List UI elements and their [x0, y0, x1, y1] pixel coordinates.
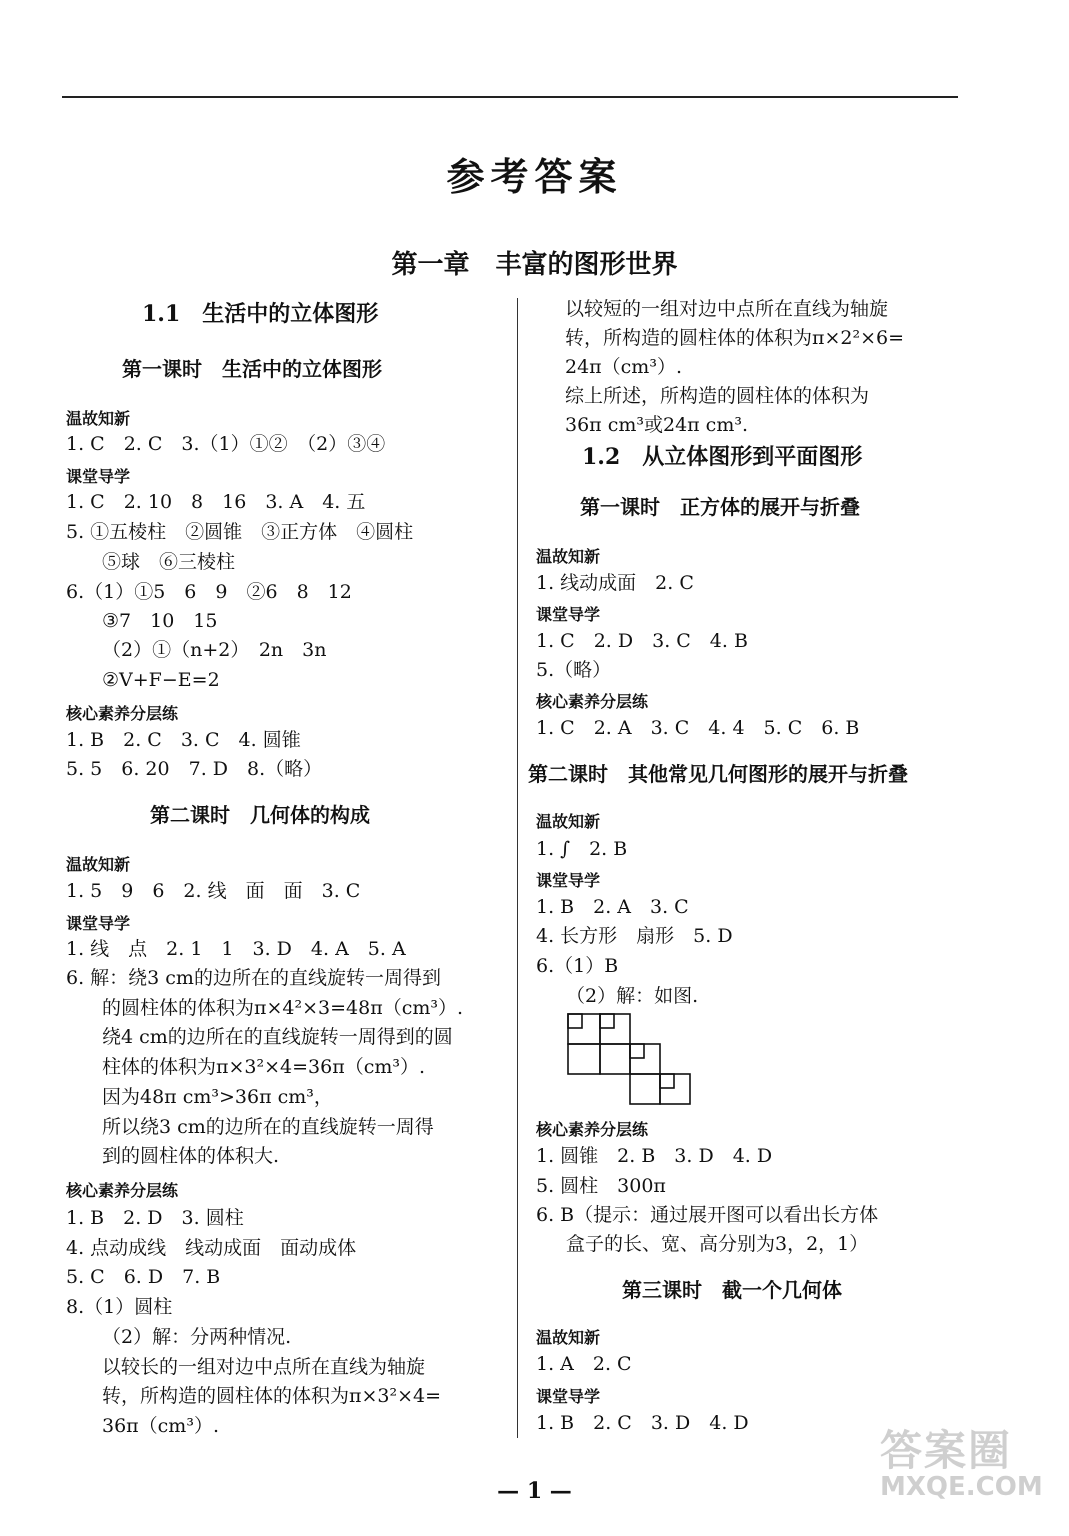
- right-line-answer: 盒子的长、宽、高分别为3，2，1）: [566, 1233, 869, 1255]
- right-line-label: 温故知新: [536, 812, 601, 831]
- left-line-answer: ③7 10 15: [102, 610, 218, 632]
- right-line-answer: 5.（略）: [536, 659, 612, 681]
- right-line-answer: 1. A 2. C: [536, 1353, 632, 1375]
- right-line-answer: 1. C 2. A 3. C 4. 4 5. C 6. B: [536, 717, 860, 739]
- right-line-label: 课堂导学: [536, 1387, 601, 1406]
- left-line-label: 温故知新: [66, 409, 131, 428]
- left-line-answer: 6. 解：绕3 cm的边所在的直线旋转一周得到: [66, 967, 441, 989]
- chapter-title: 第一章 丰富的图形世界: [391, 250, 678, 280]
- right-line-answer: （2）解：如图.: [566, 985, 699, 1007]
- right-line-heading: 第一课时 正方体的展开与折叠: [580, 495, 860, 519]
- right-line-answer: 36π cm³或24π cm³.: [565, 414, 748, 436]
- left-line-label: 课堂导学: [66, 914, 131, 933]
- right-line-answer: 6.（1）B: [536, 955, 619, 977]
- right-line-label: 课堂导学: [536, 871, 601, 890]
- left-line-answer: 的圆柱体的体积为π×4²×3=48π（cm³）.: [102, 997, 464, 1019]
- left-line-answer: ②V+F−E=2: [102, 669, 220, 691]
- left-line-answer: 因为48π cm³>36π cm³，: [102, 1086, 333, 1108]
- left-line-answer: 1. C 2. C 3.（1）①② （2）③④: [66, 433, 386, 455]
- right-line-answer: 1. ∫ 2. B: [536, 838, 628, 860]
- left-line-answer: 5. ①五棱柱 ②圆锥 ③正方体 ④圆柱: [66, 521, 414, 543]
- left-line-answer: 8.（1）圆柱: [66, 1296, 173, 1318]
- left-line-answer: 4. 点动成线 线动成面 面动成体: [66, 1237, 357, 1259]
- left-line-label: 课堂导学: [66, 467, 131, 486]
- right-line-answer: 6. B（提示：通过展开图可以看出长方体: [536, 1204, 879, 1226]
- left-line-answer: 36π（cm³）.: [102, 1415, 219, 1437]
- right-line-label: 课堂导学: [536, 605, 601, 624]
- right-line-answer: 转，所构造的圆柱体的体积为π×2²×6=: [565, 327, 905, 349]
- right-line-answer: 综上所述，所构造的圆柱体的体积为: [565, 385, 870, 407]
- left-line-answer: 1. 5 9 6 2. 线 面 面 3. C: [66, 880, 361, 902]
- left-line-answer: （2）解：分两种情况.: [102, 1326, 292, 1348]
- page-title: 参考答案: [446, 154, 623, 199]
- left-line-label: 核心素养分层练: [66, 704, 179, 723]
- left-line-answer: 1. B 2. D 3. 圆柱: [66, 1207, 244, 1229]
- right-line-answer: 24π（cm³）.: [565, 356, 682, 378]
- left-line-answer: 所以绕3 cm的边所在的直线旋转一周得: [102, 1116, 434, 1138]
- cube-net-figure: [566, 1012, 698, 1108]
- right-line-label: 温故知新: [536, 547, 601, 566]
- right-line-heading: 1.2 从立体图形到平面图形: [582, 444, 863, 470]
- right-line-answer: 1. B 2. C 3. D 4. D: [536, 1412, 749, 1434]
- page-number: — 1 —: [497, 1478, 572, 1504]
- left-line-answer: 柱体的体积为π×3²×4=36π（cm³）.: [102, 1056, 426, 1078]
- right-line-heading: 第二课时 其他常见几何图形的展开与折叠: [528, 762, 908, 786]
- right-line-label: 核心素养分层练: [536, 1120, 649, 1139]
- left-line-answer: ⑤球 ⑥三棱柱: [102, 551, 236, 573]
- right-line-heading: 第三课时 截一个几何体: [622, 1278, 842, 1302]
- right-line-answer: 1. B 2. A 3. C: [536, 896, 689, 918]
- left-line-answer: 1. C 2. 10 8 16 3. A 4. 五: [66, 491, 366, 513]
- left-line-heading: 1.1 生活中的立体图形: [142, 301, 379, 327]
- right-line-answer: 1. C 2. D 3. C 4. B: [536, 630, 748, 652]
- left-line-label: 温故知新: [66, 855, 131, 874]
- right-line-answer: 1. 圆锥 2. B 3. D 4. D: [536, 1145, 773, 1167]
- right-line-answer: 以较短的一组对边中点所在直线为轴旋: [565, 298, 889, 320]
- left-line-label: 核心素养分层练: [66, 1181, 179, 1200]
- header-rule: [62, 96, 958, 98]
- right-line-answer: 1. 线动成面 2. C: [536, 572, 694, 594]
- left-line-answer: 到的圆柱体的体积大.: [102, 1145, 280, 1167]
- right-line-answer: 5. 圆柱 300π: [536, 1175, 666, 1197]
- right-line-label: 核心素养分层练: [536, 692, 649, 711]
- left-line-answer: 转，所构造的圆柱体的体积为π×3²×4=: [102, 1385, 442, 1407]
- left-line-heading: 第一课时 生活中的立体图形: [122, 357, 382, 381]
- left-line-answer: 1. 线 点 2. 1 1 3. D 4. A 5. A: [66, 938, 406, 960]
- right-line-label: 温故知新: [536, 1328, 601, 1347]
- left-line-answer: 1. B 2. C 3. C 4. 圆锥: [66, 729, 301, 751]
- left-line-answer: 5. 5 6. 20 7. D 8.（略）: [66, 758, 323, 780]
- left-line-answer: 以较长的一组对边中点所在直线为轴旋: [102, 1356, 426, 1378]
- column-divider: [517, 298, 518, 1438]
- right-line-answer: 4. 长方形 扇形 5. D: [536, 925, 733, 947]
- left-line-answer: 绕4 cm的边所在的直线旋转一周得到的圆: [102, 1026, 453, 1048]
- left-line-answer: 6.（1）①5 6 9 ②6 8 12: [66, 581, 352, 603]
- left-line-heading: 第二课时 几何体的构成: [150, 803, 370, 827]
- left-line-answer: 5. C 6. D 7. B: [66, 1266, 221, 1288]
- watermark-logo: 答案圈 MXQE.COM: [880, 1426, 1043, 1502]
- left-line-answer: （2）①（n+2） 2n 3n: [102, 639, 327, 661]
